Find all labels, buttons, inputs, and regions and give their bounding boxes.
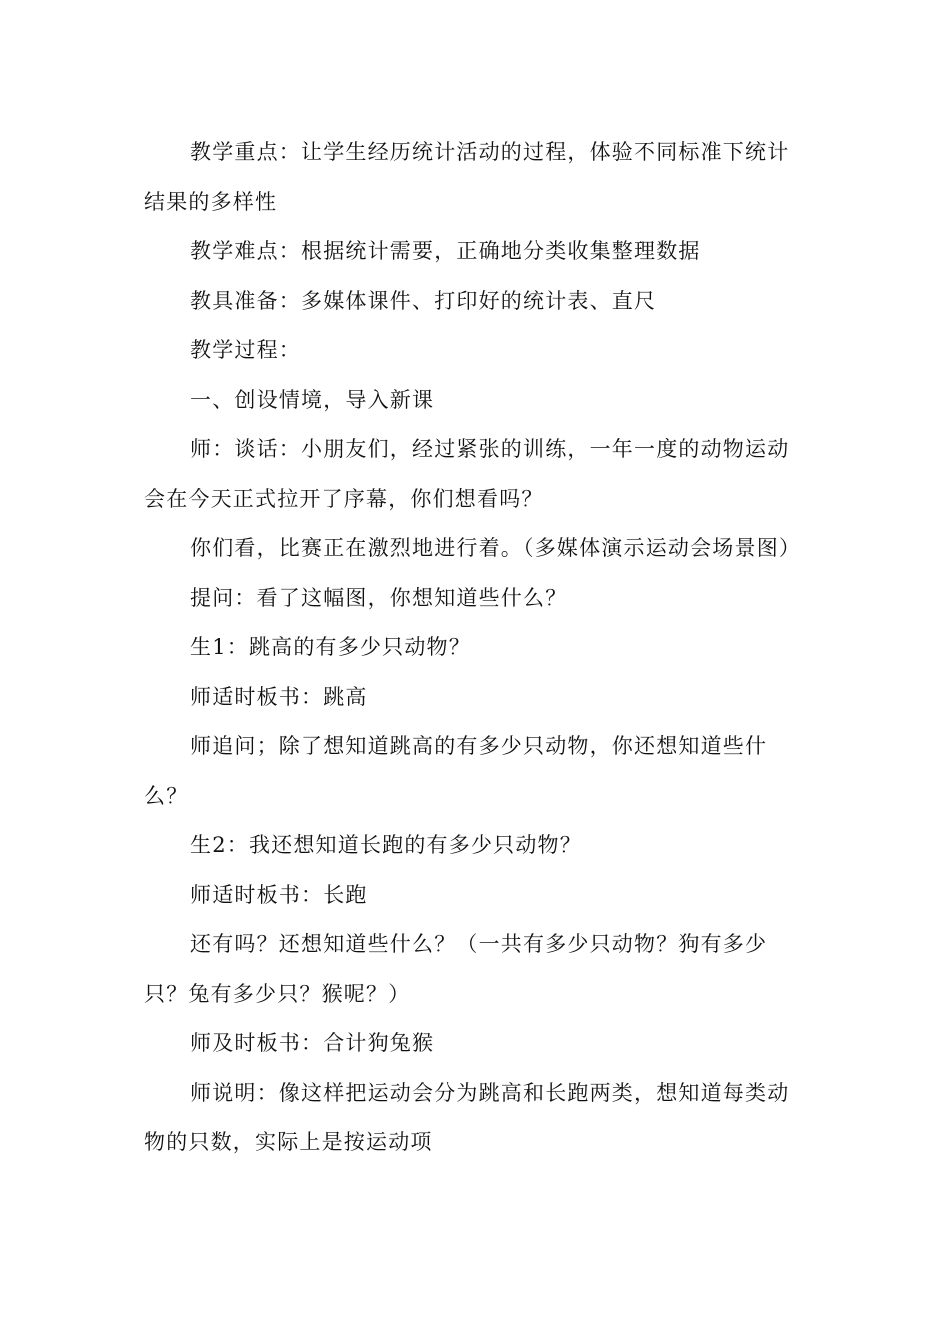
paragraph-more-questions: 还有吗？还想知道些什么？（一共有多少只动物？狗有多少只？兔有多少只？猴呢？） [144,932,768,1006]
paragraph-teacher-talk: 师：谈话：小朋友们，经过紧张的训练，一年一度的动物运动会在今天正式拉开了序幕，你们想看吗？ [144,437,790,511]
paragraph-board-long-run: 师适时板书：长跑 [190,882,368,907]
paragraph-teacher-follow-up: 师追问；除了想知道跳高的有多少只动物，你还想知道些什么？ [144,734,768,808]
paragraph-teaching-aids: 教具准备：多媒体课件、打印好的统计表、直尺 [190,288,657,313]
paragraph-question: 提问：看了这幅图，你想知道些什么？ [190,585,568,610]
paragraph-teaching-process: 教学过程： [190,338,301,362]
paragraph-teacher-show: 你们看，比赛正在激烈地进行着。（多媒体演示运动会场景图） [190,536,802,560]
section-heading-intro: 一、创设情境，导入新课 [190,387,435,412]
document-body [144,128,808,1168]
paragraph-student-2: 生2：我还想知道长跑的有多少只动物？ [190,833,582,857]
paragraph-teaching-difficulty: 教学难点：根据统计需要，正确地分类收集整理数据 [190,239,701,263]
paragraph-student-1: 生1：跳高的有多少只动物？ [190,635,471,659]
paragraph-board-high-jump: 师适时板书：跳高 [190,684,368,709]
paragraph-teacher-explain: 师说明：像这样把运动会分为跳高和长跑两类，想知道每类动物的只数，实际上是按运动项 [144,1080,790,1154]
paragraph-teaching-focus: 教学重点：让学生经历统计活动的过程，体验不同标准下统计结果的多样性 [144,140,790,214]
paragraph-board-totals: 师及时板书：合计狗兔猴 [190,1031,435,1055]
